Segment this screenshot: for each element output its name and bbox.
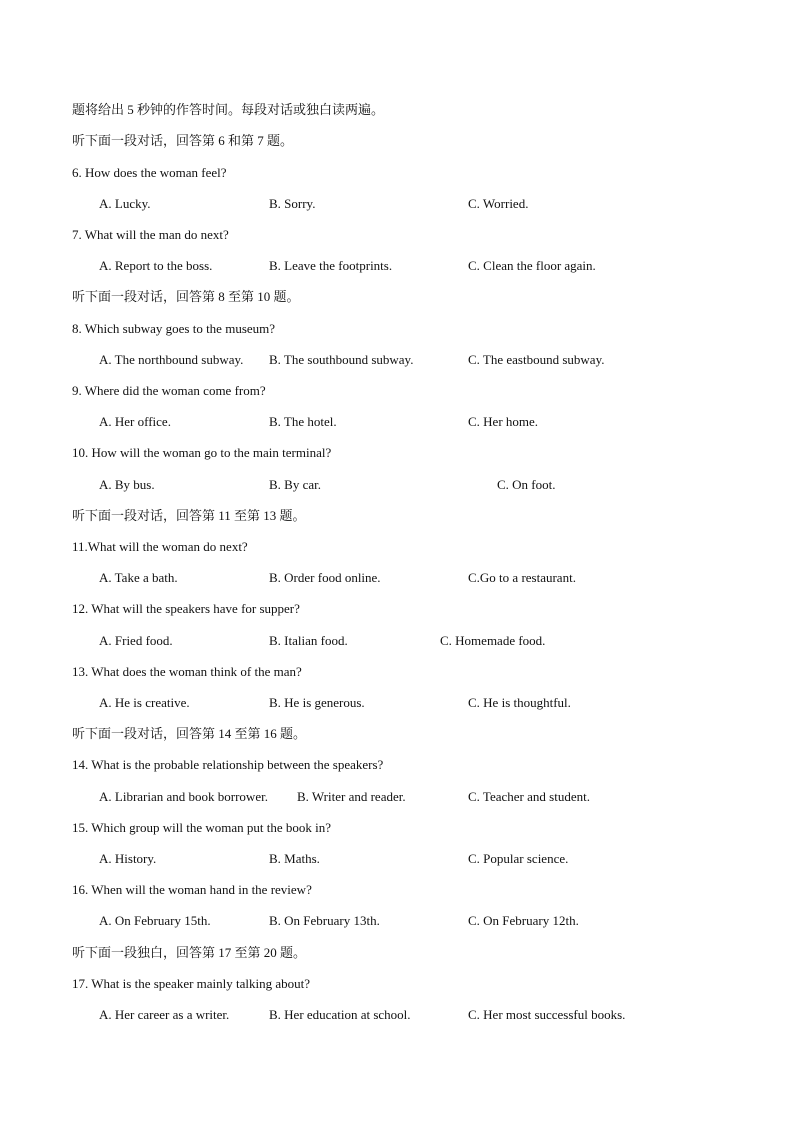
option-9c: C. Her home. [468, 414, 539, 429]
question-10: 10. How will the woman go to the main terminal? [72, 445, 332, 460]
question-12: 12. What will the speakers have for supper? [72, 601, 300, 616]
options-13 [0, 695, 794, 711]
option-7a: A. Report to the boss. [99, 258, 213, 273]
question-9: 9. Where did the woman come from? [72, 383, 266, 398]
options-10 [0, 477, 794, 493]
option-11a: A. Take a bath. [99, 570, 178, 585]
intro-text: 题将给出 5 秒钟的作答时间。每段对话或独白读两遍。 [72, 102, 385, 117]
options-8 [0, 352, 794, 368]
options-17 [0, 1007, 794, 1023]
section-instruction-3: 听下面一段对话，回答第 11 至第 13 题。 [72, 508, 306, 523]
question-8: 8. Which subway goes to the museum? [72, 321, 276, 336]
question-15: 15. Which group will the woman put the book in? [72, 820, 331, 835]
option-9b: B. The hotel. [269, 414, 337, 429]
option-17a: A. Her career as a writer. [99, 1007, 230, 1022]
option-8b: B. The southbound subway. [269, 352, 414, 367]
options-11 [0, 570, 794, 586]
options-16 [0, 913, 794, 929]
option-17b: B. Her education at school. [269, 1007, 411, 1022]
option-11b: B. Order food online. [269, 570, 381, 585]
options-14 [0, 789, 794, 805]
option-7c: C. Clean the floor again. [468, 258, 596, 273]
question-11: 11.What will the woman do next? [72, 539, 248, 554]
option-13a: A. He is creative. [99, 695, 190, 710]
option-17c: C. Her most successful books. [468, 1007, 626, 1022]
option-15c: C. Popular science. [468, 851, 569, 866]
option-7b: B. Leave the footprints. [269, 258, 393, 273]
option-15a: A. History. [99, 851, 157, 866]
option-8c: C. The eastbound subway. [468, 352, 605, 367]
options-7 [0, 258, 794, 274]
question-16: 16. When will the woman hand in the review? [72, 882, 312, 897]
question-13: 13. What does the woman think of the man? [72, 664, 302, 679]
option-12a: A. Fried food. [99, 633, 173, 648]
options-12 [0, 633, 794, 649]
question-17: 17. What is the speaker mainly talking about? [72, 976, 311, 991]
question-14: 14. What is the probable relationship between the speakers? [72, 757, 384, 772]
option-12b: B. Italian food. [269, 633, 348, 648]
section-instruction-4: 听下面一段对话，回答第 14 至第 16 题。 [72, 726, 307, 741]
option-6c: C. Worried. [468, 196, 529, 211]
question-6: 6. How does the woman feel? [72, 165, 227, 180]
option-10b: B. By car. [269, 477, 321, 492]
option-6a: A. Lucky. [99, 196, 151, 211]
option-14c: C. Teacher and student. [468, 789, 590, 804]
options-15 [0, 851, 794, 867]
options-9 [0, 414, 794, 430]
option-12c: C. Homemade food. [440, 633, 546, 648]
option-6b: B. Sorry. [269, 196, 316, 211]
option-13b: B. He is generous. [269, 695, 365, 710]
option-16b: B. On February 13th. [269, 913, 380, 928]
option-8a: A. The northbound subway. [99, 352, 244, 367]
section-instruction-1: 听下面一段对话，回答第 6 和第 7 题。 [72, 133, 294, 148]
option-13c: C. He is thoughtful. [468, 695, 571, 710]
option-16c: C. On February 12th. [468, 913, 579, 928]
question-7: 7. What will the man do next? [72, 227, 229, 242]
option-10c: C. On foot. [497, 477, 556, 492]
option-14b: B. Writer and reader. [297, 789, 406, 804]
option-16a: A. On February 15th. [99, 913, 211, 928]
options-6 [0, 196, 794, 212]
section-instruction-5: 听下面一段独白，回答第 17 至第 20 题。 [72, 945, 307, 960]
section-instruction-2: 听下面一段对话，回答第 8 至第 10 题。 [72, 289, 300, 304]
option-11c: C.Go to a restaurant. [468, 570, 576, 585]
option-14a: A. Librarian and book borrower. [99, 789, 268, 804]
option-10a: A. By bus. [99, 477, 155, 492]
option-9a: A. Her office. [99, 414, 171, 429]
option-15b: B. Maths. [269, 851, 320, 866]
